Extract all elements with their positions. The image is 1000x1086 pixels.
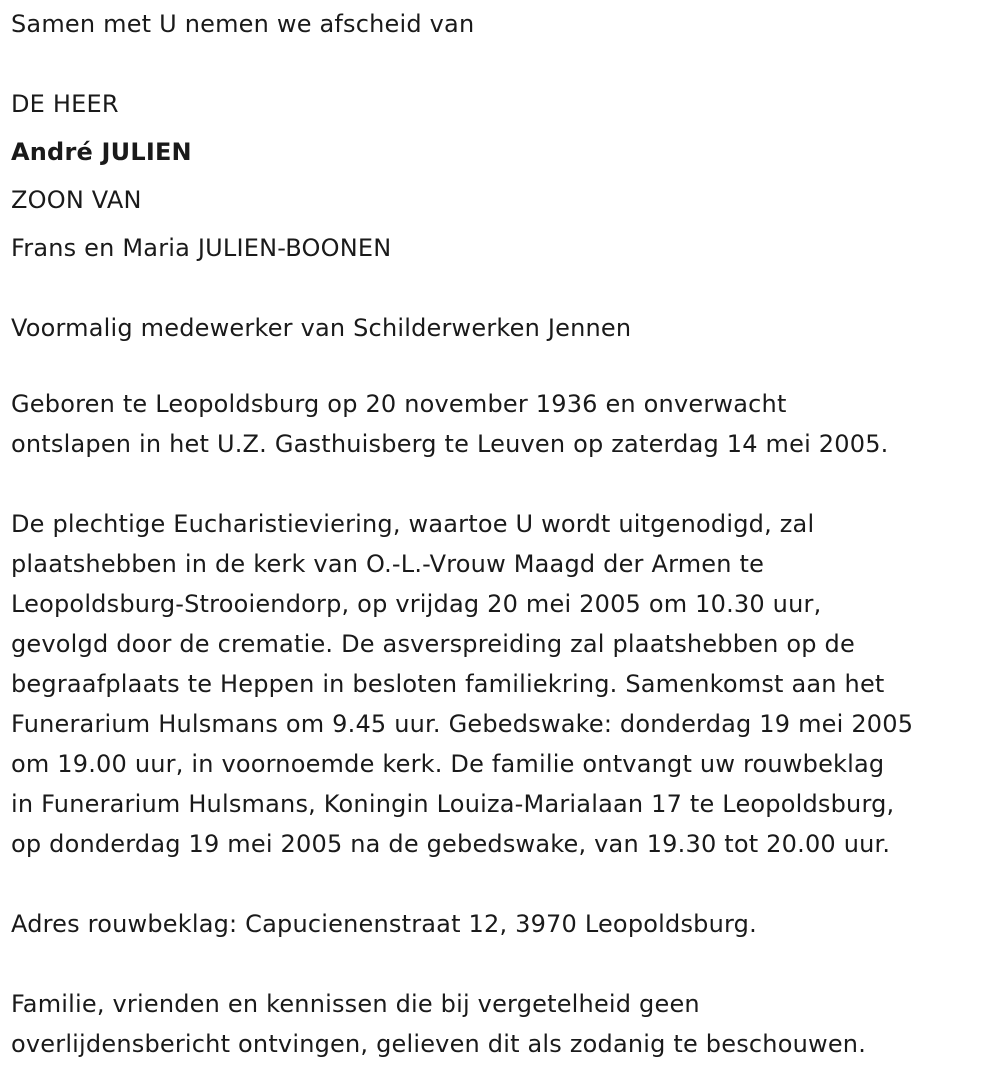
paragraph-line: plaatshebben in de kerk van O.-L.-Vrouw Maagd der Armen te (11, 550, 765, 578)
paragraph-line: Funerarium Hulsmans om 9.45 uur. Gebedswake: donderdag 19 mei 2005 (11, 710, 914, 738)
birth-death-paragraph (11, 384, 996, 464)
spacer (11, 352, 996, 384)
deceased-name: André JULIEN (11, 138, 192, 166)
paragraph-line: De plechtige Eucharistieviering, waartoe U wordt uitgenodigd, zal (11, 510, 815, 538)
occupation-text: Voormalig medewerker van Schilderwerken Jennen (11, 314, 632, 342)
death-notice (11, 0, 996, 1064)
spacer (11, 864, 996, 904)
paragraph-line: overlijdensbericht ontvingen, gelieven dit als zodanig te beschouwen. (11, 1030, 867, 1058)
paragraph-line: Leopoldsburg-Strooiendorp, op vrijdag 20 mei 2005 om 10.30 uur, (11, 590, 822, 618)
paragraph-line: in Funerarium Hulsmans, Koningin Louiza-Marialaan 17 te Leopoldsburg, (11, 790, 895, 818)
paragraph-line: Geboren te Leopoldsburg op 20 november 1936 en onverwacht (11, 390, 787, 418)
paragraph-line: gevolgd door de crematie. De asverspreiding zal plaatshebben op de (11, 630, 855, 658)
paragraph-line: ontslapen in het U.Z. Gasthuisberg te Leuven op zaterdag 14 mei 2005. (11, 430, 889, 458)
spacer (11, 944, 996, 984)
spacer (11, 48, 996, 80)
parents-names: Frans en Maria JULIEN-BOONEN (11, 234, 392, 262)
title-text: DE HEER (11, 90, 119, 118)
paragraph-line: op donderdag 19 mei 2005 na de gebedswake, van 19.30 tot 20.00 uur. (11, 830, 891, 858)
spacer (11, 272, 996, 304)
paragraph-line: begraafplaats te Heppen in besloten familiekring. Samenkomst aan het (11, 670, 885, 698)
ceremony-paragraph (11, 504, 996, 864)
intro-text: Samen met U nemen we afscheid van (11, 10, 475, 38)
closing-paragraph (11, 984, 996, 1064)
relation-text: ZOON VAN (11, 186, 142, 214)
spacer (11, 464, 996, 504)
condolence-address: Adres rouwbeklag: Capucienenstraat 12, 3970 Leopoldsburg. (11, 910, 757, 938)
paragraph-line: Familie, vrienden en kennissen die bij vergetelheid geen (11, 990, 700, 1018)
paragraph-line: om 19.00 uur, in voornoemde kerk. De familie ontvangt uw rouwbeklag (11, 750, 885, 778)
